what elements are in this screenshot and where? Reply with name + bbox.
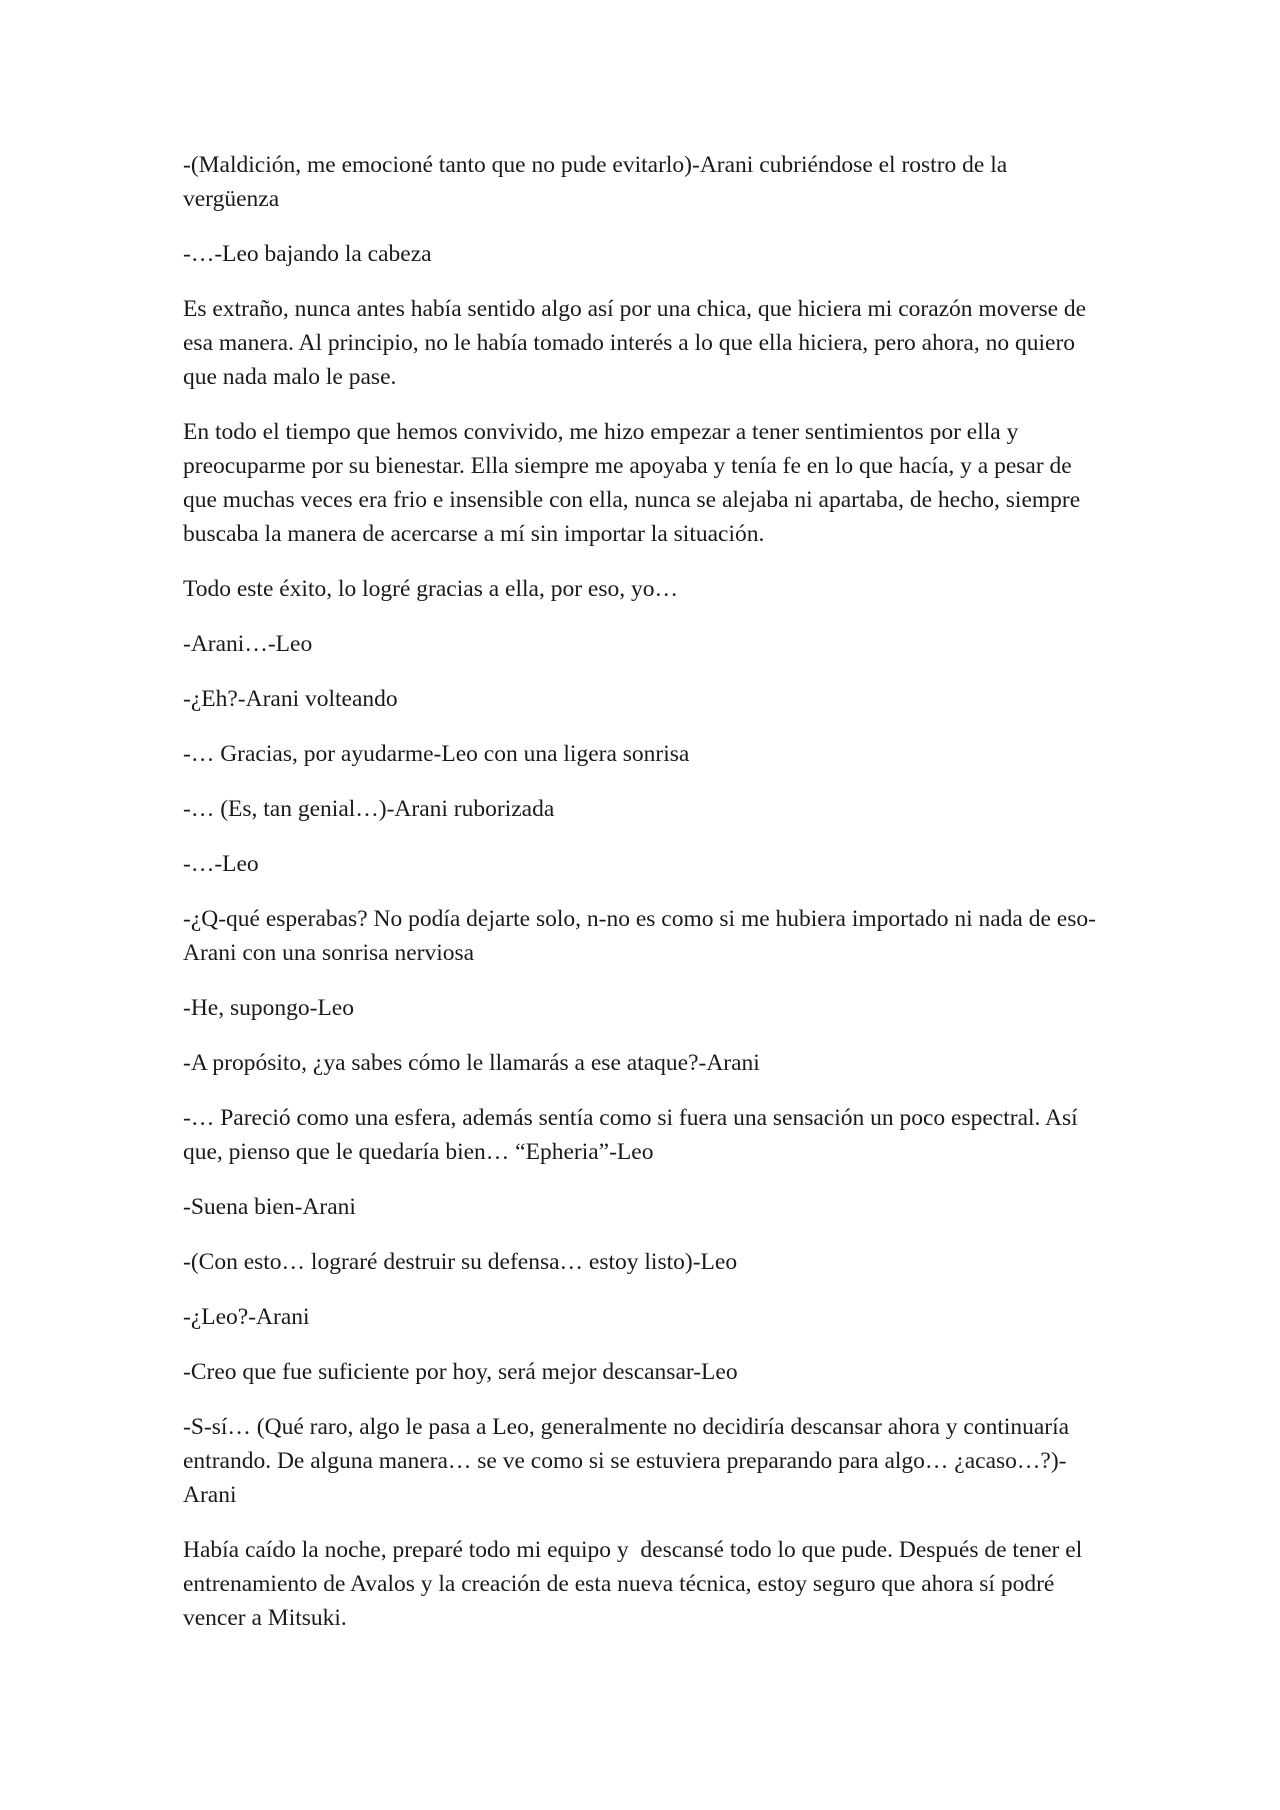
paragraph: En todo el tiempo que hemos convivido, me hizo empezar a tener sentimientos por ella y preocuparme por su bienestar. Ella siempre me apoyaba y tenía fe en lo que hacía, y a pesar de que muchas veces era frio e insensible con ella, nunca se alejaba ni apartaba, de hecho, siempre buscaba la manera de acercarse a mí sin importar la situación. [183,419,1087,547]
paragraph: -¿Q-qué esperabas? No podía dejarte solo, n-no es como si me hubiera importado ni nada de eso-Arani con una sonrisa nerviosa [183,906,1096,966]
paragraph: -(Maldición, me emocioné tanto que no pude evitarlo)-Arani cubriéndose el rostro de la vergüenza [183,152,1014,212]
paragraph: -Creo que fue suficiente por hoy, será mejor descansar-Leo [183,1359,738,1385]
paragraph: -Arani…-Leo [183,631,313,657]
paragraph: -… Gracias, por ayudarme-Leo con una ligera sonrisa [183,741,690,767]
paragraph: -¿Leo?-Arani [183,1304,310,1330]
paragraph: Todo este éxito, lo logré gracias a ella, por eso, yo… [183,576,678,602]
paragraph: Es extraño, nunca antes había sentido algo así por una chica, que hiciera mi corazón moverse de esa manera. Al principio, no le había tomado interés a lo que ella hiciera, pero ahora, no quiero que nada malo le pase. [183,296,1092,390]
paragraph: Había caído la noche, preparé todo mi equipo y descansé todo lo que pude. Después de tener el entrenamiento de Avalos y la creación de esta nueva técnica, estoy seguro que ahora sí podré vencer a Mitsuki. [183,1537,1089,1631]
document-body [183,148,1103,1656]
paragraph: -He, supongo-Leo [183,995,354,1021]
paragraph: -…-Leo [183,851,259,877]
paragraph: -(Con esto… lograré destruir su defensa… estoy listo)-Leo [183,1249,738,1275]
paragraph: -… Pareció como una esfera, además sentía como si fuera una sensación un poco espectral. Así que, pienso que le quedaría bien… “Epheria”-Leo [183,1105,1084,1165]
paragraph: -… (Es, tan genial…)-Arani ruborizada [183,796,555,822]
paragraph: -¿Eh?-Arani volteando [183,686,398,712]
paragraph: -…-Leo bajando la cabeza [183,241,432,267]
paragraph: -Suena bien-Arani [183,1194,356,1220]
paragraph: -S-sí… (Qué raro, algo le pasa a Leo, generalmente no decidiría descansar ahora y continuaría entrando. De alguna manera… se ve como si se estuviera preparando para algo… ¿acaso…?)-Arani [183,1414,1075,1508]
paragraph: -A propósito, ¿ya sabes cómo le llamarás a ese ataque?-Arani [183,1050,760,1076]
